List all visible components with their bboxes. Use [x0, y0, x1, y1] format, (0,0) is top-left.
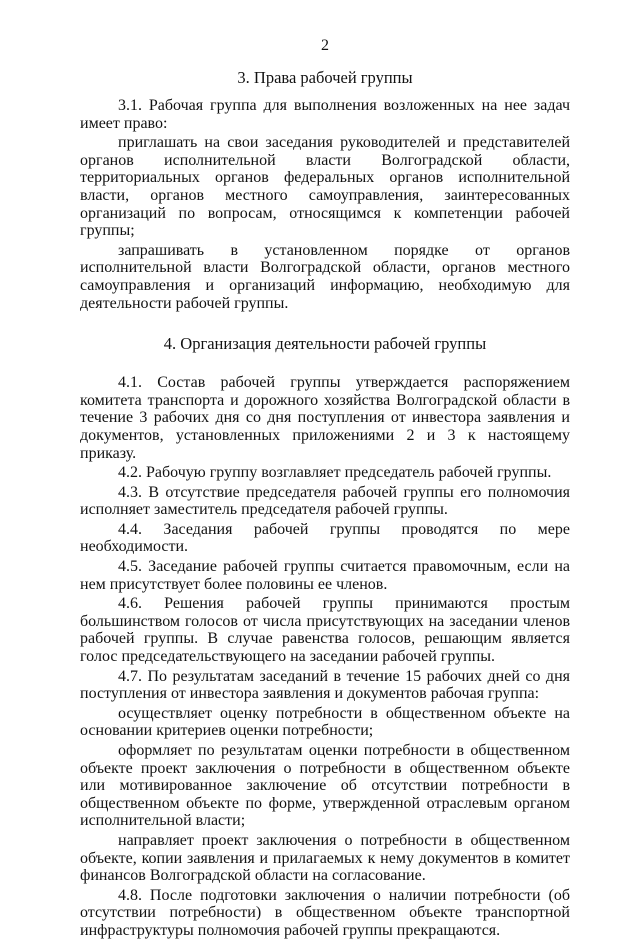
- paragraph-draft: оформляет по результатам оценки потребности в общественном объекте проект заключения о потребности в общественном объекте или мотивированное заключение об отсутствии потребности в общественном объекте по форме, утвержденной отраслевым органом исполнительной власти;: [80, 742, 570, 830]
- paragraph-assess: осуществляет оценку потребности в общественном объекте на основании критериев оценки потребности;: [80, 704, 570, 740]
- paragraph-4-4: 4.4. Заседания рабочей группы проводятся по мере необходимости.: [80, 520, 570, 556]
- paragraph-4-7: 4.7. По результатам заседаний в течение 15 рабочих дней со дня поступления от инвестора заявления и документов рабочая группа:: [80, 667, 570, 703]
- paragraph-send: направляет проект заключения о потребности в общественном объекте, копии заявления и прилагаемых к нему документов в комитет финансов Волгоградской области на согласование.: [80, 831, 570, 885]
- paragraph-4-3: 4.3. В отсутствие председателя рабочей группы его полномочия исполняет заместитель председателя рабочей группы.: [80, 483, 570, 519]
- document-body: [80, 36, 570, 942]
- paragraph-3-1: 3.1. Рабочая группа для выполнения возложенных на нее задач имеет право:: [80, 97, 570, 132]
- paragraph-invite: приглашать на свои заседания руководителей и представителей органов исполнительной власти Волгоградской области, территориальных органов федеральных органов исполнительной власти, органов местного самоуправления, заинтересованных организаций по вопросам, относящимся к компетенции рабочей группы;: [80, 134, 570, 240]
- paragraph-4-1: 4.1. Состав рабочей группы утверждается распоряжением комитета транспорта и дорожного хозяйства Волгоградской области в течение 3 рабочих дня со дня поступления от инвестора заявления и документов, установленных приложениями 2 и 3 к настоящему приказу.: [80, 374, 570, 462]
- paragraph-4-6: 4.6. Решения рабочей группы принимаются простым большинством голосов от числа присутствующих на заседании членов рабочей группы. В случае равенства голосов, решающим является голос председательствующего на заседании рабочей группы.: [80, 595, 570, 666]
- page-number: 2: [321, 37, 329, 54]
- paragraph-request: запрашивать в установленном порядке от органов исполнительной власти Волгоградской области, органов местного самоуправления и организаций информацию, необходимую для деятельности рабочей группы.: [80, 241, 570, 312]
- paragraph-4-8: 4.8. После подготовки заключения о наличии потребности (об отсутствии потребности) в общественном объекте транспортной инфраструктуры полномочия рабочей группы прекращаются.: [80, 886, 570, 939]
- paragraph-4-5: 4.5. Заседание рабочей группы считается правомочным, если на нем присутствует более половины ее членов.: [80, 558, 570, 593]
- section-title-rights: 3. Права рабочей группы: [237, 68, 413, 87]
- section-title-organization: 4. Организация деятельности рабочей группы: [163, 334, 487, 354]
- paragraph-4-2: 4.2. Рабочую группу возглавляет председатель рабочей группы.: [118, 464, 552, 482]
